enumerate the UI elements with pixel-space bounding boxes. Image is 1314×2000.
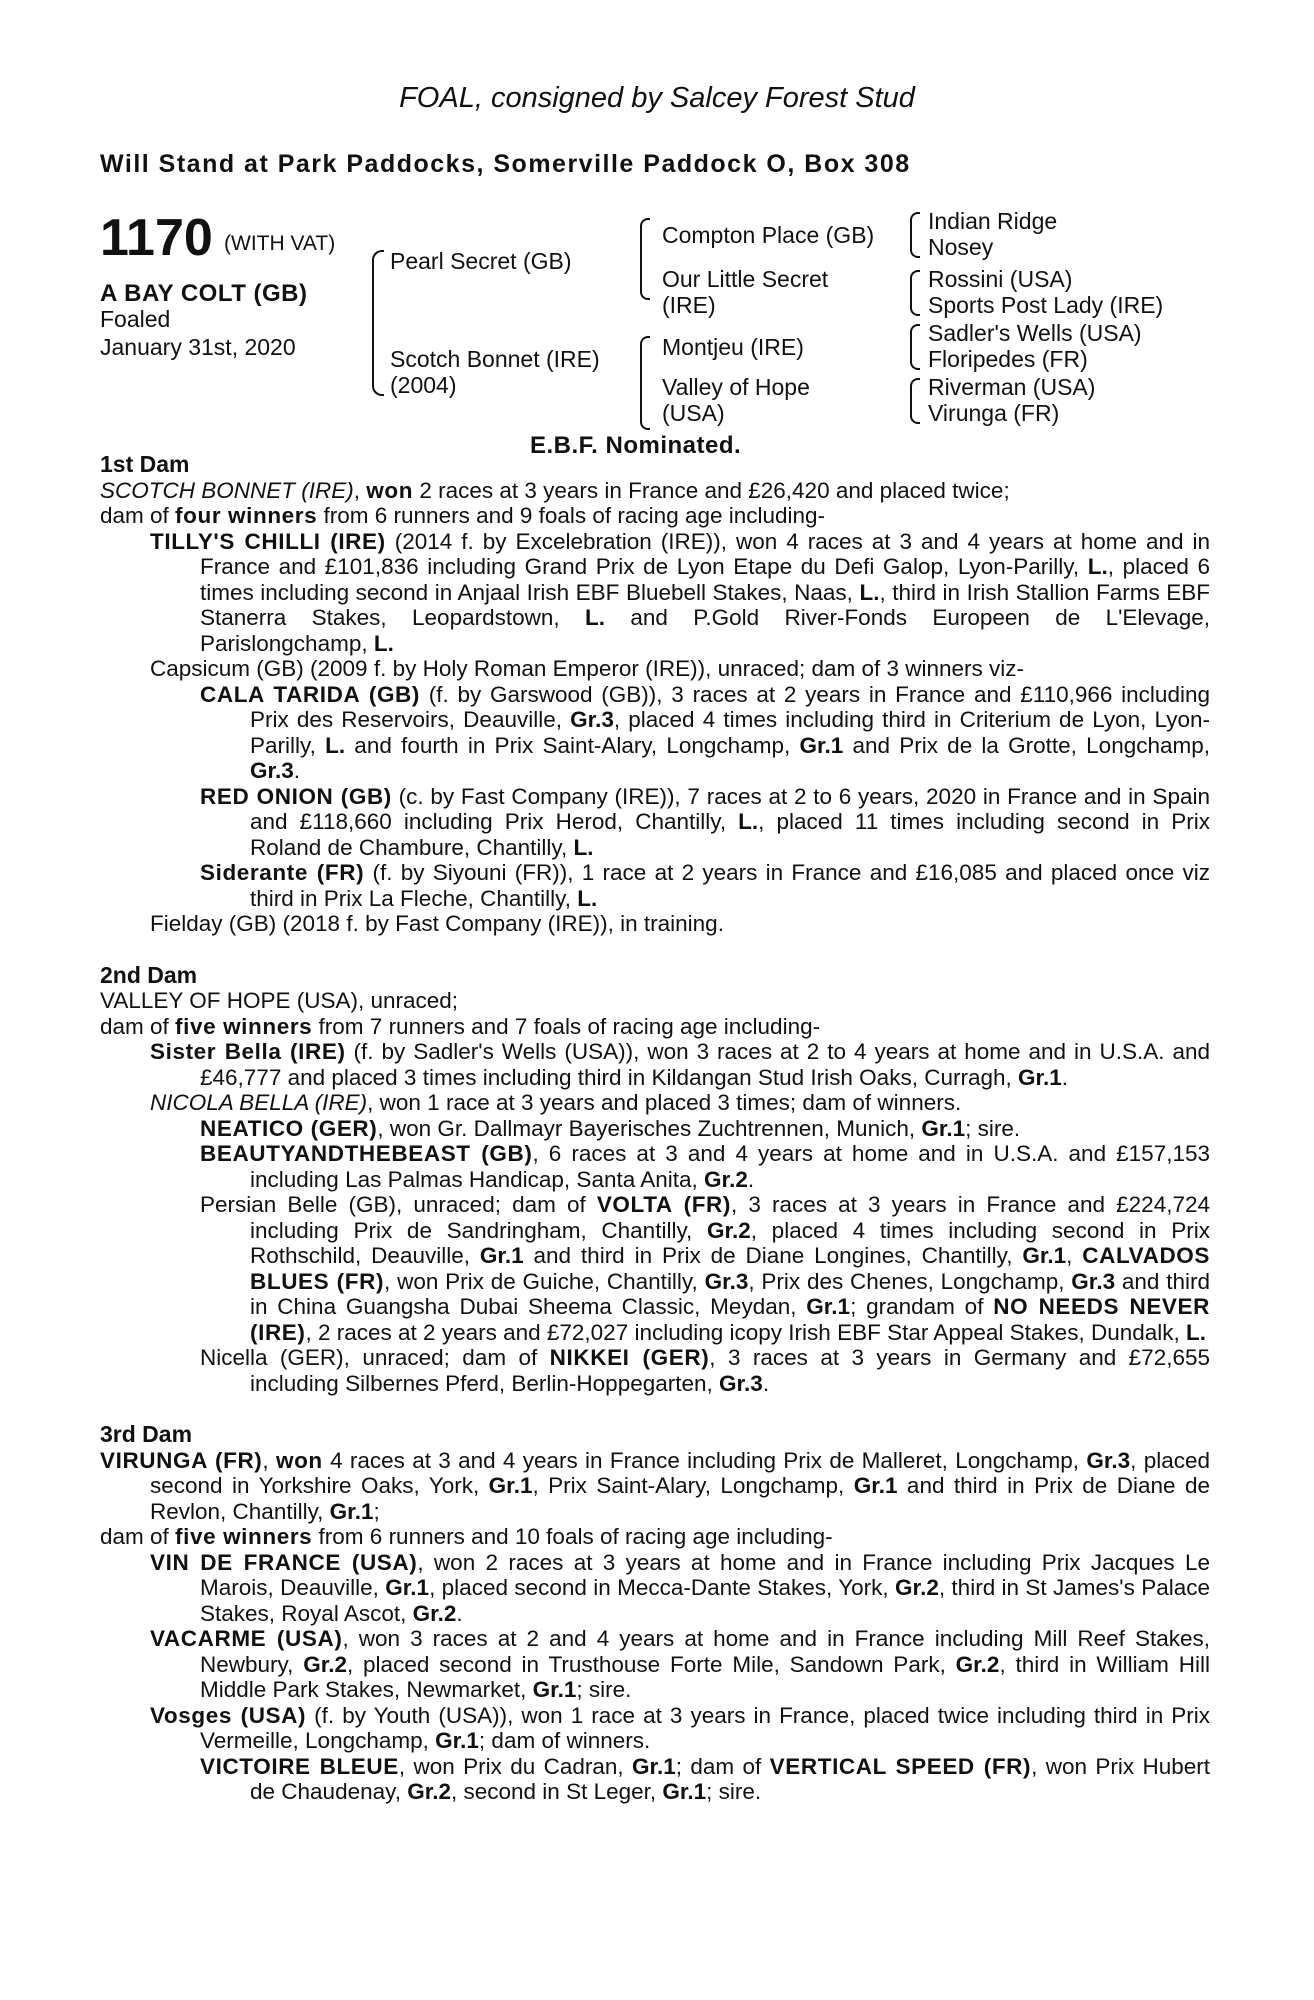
- produce-tillys-chilli: TILLY'S CHILLI (IRE) (2014 f. by Excelebration (IRE)), won 4 races at 3 and 4 years at home and in France and £101,836 including Grand Prix de Lyon Etape du Defi Galop, Lyon-Parilly, L., placed 6 times including second in Anjaal Irish EBF Bluebell Stakes, Naas, L., third in Irish Stallion Farms EBF Stanerra Stakes, Leopardstown, L. and P.Gold River-Fonds Europeen de L'Elevage, Parislongchamp, L.: [150, 528, 1211, 656]
- foaled-label: Foaled: [100, 306, 171, 332]
- third-dam-summary: VIRUNGA (FR), won 4 races at 3 and 4 years in France including Prix de Malleret, Longchamp, Gr.3, placed second in Yorkshire Oaks, York, Gr.1, Prix Saint-Alary, Longchamp, Gr.1 and third in Prix de Diane de Revlon, Chantilly, Gr.1;: [100, 1447, 1211, 1524]
- pedigree-brace: [910, 324, 920, 370]
- catalogue-body: [100, 452, 1210, 1805]
- pedigree-brace: [372, 250, 384, 396]
- pedigree-sire-sire: Compton Place (GB): [662, 222, 875, 248]
- pedigree-sire-dam-country: (IRE): [662, 292, 716, 318]
- pedigree-brace: [640, 336, 650, 430]
- vat-note: (WITH VAT): [224, 232, 336, 255]
- consignor-line: FOAL, consigned by Salcey Forest Stud: [399, 82, 915, 114]
- produce-siderante: Siderante (FR) (f. by Siyouni (FR)), 1 race at 2 years in France and £16,085 and placed once viz third in Prix La Fleche, Chantilly, L.: [200, 860, 1211, 911]
- pedigree-gg-7: Riverman (USA): [928, 374, 1096, 400]
- pedigree-brace: [640, 218, 650, 300]
- produce-beautyandthebeast: BEAUTYANDTHEBEAST (GB), 6 races at 3 and 4 years at home and in U.S.A. and £157,153 including Las Palmas Handicap, Santa Anita, Gr.2.: [200, 1141, 1210, 1192]
- first-dam-summary: SCOTCH BONNET (IRE), won 2 races at 3 years in France and £26,420 and placed twice;: [100, 477, 1010, 503]
- first-dam-heading: 1st Dam: [100, 451, 190, 477]
- produce-neatico: NEATICO (GER), won Gr. Dallmayr Bayerisches Zuchtrennen, Munich, Gr.1; sire.: [200, 1115, 1021, 1141]
- stand-location: Will Stand at Park Paddocks, Somerville Paddock O, Box 308: [100, 150, 911, 178]
- second-dam-produce: dam of five winners from 7 runners and 7 foals of racing age including-: [100, 1013, 821, 1039]
- produce-vosges: Vosges (USA) (f. by Youth (USA)), won 1 race at 3 years in France, placed twice including third in Prix Vermeille, Longchamp, Gr.1; dam of winners.: [150, 1702, 1211, 1753]
- pedigree-dam-sire: Montjeu (IRE): [662, 334, 804, 360]
- lot-number: 1170: [100, 209, 213, 267]
- pedigree-gg-1: Indian Ridge: [928, 208, 1058, 234]
- pedigree-gg-3: Rossini (USA): [928, 266, 1073, 292]
- pedigree-dam: Scotch Bonnet (IRE): [390, 346, 600, 372]
- pedigree-dam-dam-country: (USA): [662, 400, 725, 426]
- produce-vacarme: VACARME (USA), won 3 races at 2 and 4 years at home and in France including Mill Reef Stakes, Newbury, Gr.2, placed second in Trusthouse Forte Mile, Sandown Park, Gr.2, third in William Hill Middle Park Stakes, Newmarket, Gr.1; sire.: [150, 1626, 1210, 1702]
- second-dam-summary: VALLEY OF HOPE (USA), unraced;: [100, 988, 459, 1013]
- first-dam-produce: dam of four winners from 6 runners and 9 foals of racing age including-: [100, 503, 826, 528]
- pedigree-brace: [910, 378, 920, 424]
- produce-vin-de-france: VIN DE FRANCE (USA), won 2 races at 3 years at home and in France including Prix Jacques Le Marois, Deauville, Gr.1, placed second in Mecca-Dante Stakes, York, Gr.2, third in St James's Palace Stakes, Royal Ascot, Gr.2.: [150, 1549, 1210, 1626]
- produce-nicella: Nicella (GER), unraced; dam of NIKKEI (GER), 3 races at 3 years in Germany and £72,655 including Silbernes Pferd, Berlin-Hoppegarten, Gr.3.: [200, 1345, 1210, 1396]
- produce-nicola-bella: NICOLA BELLA (IRE), won 1 race at 3 years and placed 3 times; dam of winners.: [150, 1090, 962, 1115]
- produce-capsicum: Capsicum (GB) (2009 f. by Holy Roman Emperor (IRE)), unraced; dam of 3 winners viz-: [150, 656, 1025, 681]
- produce-victoire-bleue: VICTOIRE BLEUE, won Prix du Cadran, Gr.1; dam of VERTICAL SPEED (FR), won Prix Hubert de Chaudenay, Gr.2, second in St Leger, Gr.1; sire.: [200, 1753, 1211, 1804]
- produce-fielday: Fielday (GB) (2018 f. by Fast Company (IRE)), in training.: [150, 911, 724, 936]
- third-dam-heading: 3rd Dam: [100, 1421, 193, 1447]
- pedigree-gg-5: Sadler's Wells (USA): [928, 320, 1142, 346]
- second-dam-heading: 2nd Dam: [100, 961, 198, 988]
- ebf-nominated: E.B.F. Nominated.: [530, 432, 742, 459]
- third-dam-produce: dam of five winners from 6 runners and 10 foals of racing age including-: [100, 1524, 833, 1549]
- produce-red-onion: RED ONION (GB) (c. by Fast Company (IRE)), 7 races at 2 to 6 years, 2020 in France and in Spain and £118,660 including Prix Herod, Chantilly, L., placed 11 times including second in Prix Roland de Chambure, Chantilly, L.: [200, 783, 1210, 860]
- pedigree-dam-year: (2004): [390, 372, 457, 398]
- pedigree-gg-2: Nosey: [928, 234, 994, 260]
- pedigree-sire-dam: Our Little Secret: [662, 266, 829, 292]
- pedigree-gg-6: Floripedes (FR): [928, 346, 1088, 372]
- pedigree-gg-8: Virunga (FR): [928, 400, 1060, 426]
- pedigree-gg-4: Sports Post Lady (IRE): [928, 292, 1164, 318]
- pedigree-sire: Pearl Secret (GB): [390, 248, 572, 274]
- produce-sister-bella: Sister Bella (IRE) (f. by Sadler's Wells (USA)), won 3 races at 2 to 4 years at home and in U.S.A. and £46,777 and placed 3 times including third in Kildangan Stud Irish Oaks, Curragh, Gr.1.: [150, 1039, 1211, 1090]
- foaled-date: January 31st, 2020: [100, 334, 296, 360]
- pedigree-brace: [910, 212, 920, 258]
- lot-title: A BAY COLT (GB): [100, 280, 308, 307]
- produce-persian-belle: Persian Belle (GB), unraced; dam of VOLTA (FR), 3 races at 3 years in France and £224,724 including Prix de Sandringham, Chantilly, Gr.2, placed 4 times including second in Prix Rothschild, Deauville, Gr.1 and third in Prix de Diane Longines, Chantilly, Gr.1, CALVADOS BLUES (FR), won Prix de Guiche, Chantilly, Gr.3, Prix des Chenes, Longchamp, Gr.3 and third in China Guangsha Dubai Sheema Classic, Meydan, Gr.1; grandam of NO NEEDS NEVER (IRE), 2 races at 2 years and £72,027 including icopy Irish EBF Star Appeal Stakes, Dundalk, L.: [200, 1192, 1210, 1345]
- produce-cala-tarida: CALA TARIDA (GB) (f. by Garswood (GB)), 3 races at 2 years in France and £110,966 including Prix des Reservoirs, Deauville, Gr.3, placed 4 times including third in Criterium de Lyon, Lyon-Parilly, L. and fourth in Prix Saint-Alary, Longchamp, Gr.1 and Prix de la Grotte, Longchamp, Gr.3.: [200, 681, 1210, 783]
- pedigree-brace: [910, 270, 920, 316]
- pedigree-dam-dam: Valley of Hope: [662, 374, 810, 400]
